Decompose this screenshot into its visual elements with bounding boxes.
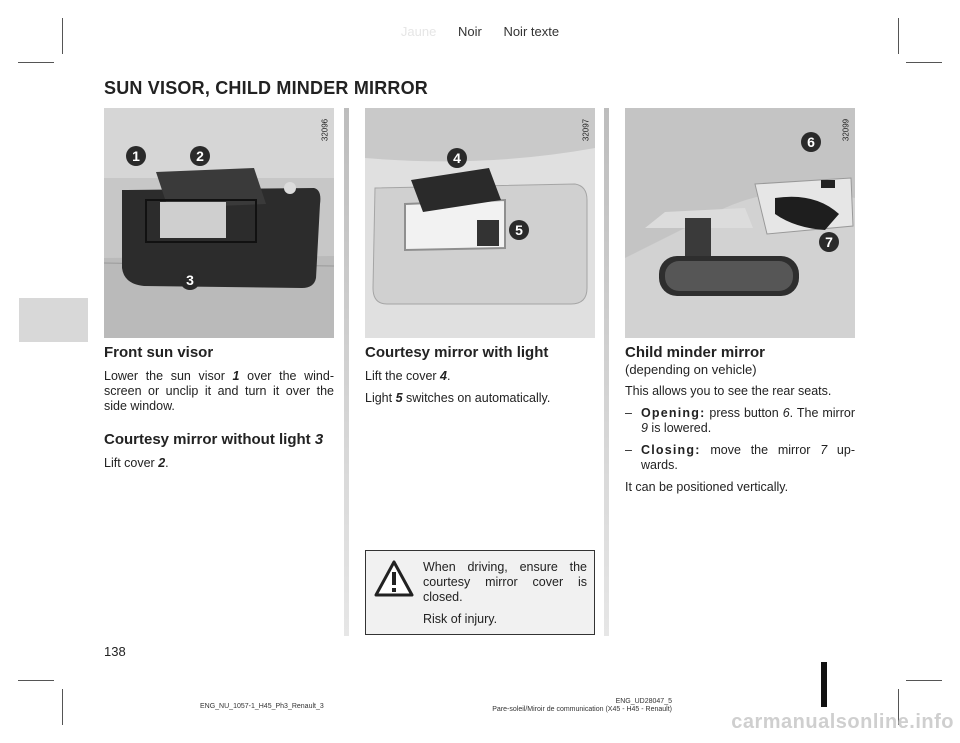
figure-sun-visor bbox=[104, 108, 334, 338]
warning-box bbox=[365, 550, 595, 635]
callout-1: 1 bbox=[126, 146, 146, 166]
footer-right-line2: Pare-soleil/Miroir de communication (X45 - H45 - Renault) bbox=[492, 706, 672, 713]
warning-triangle-icon bbox=[374, 559, 414, 599]
column-separator bbox=[344, 108, 349, 636]
heading-subtitle: (depending on vehicle) bbox=[625, 362, 757, 377]
column-mirror-with-light bbox=[365, 108, 595, 413]
warning-text-line1: When driving, ensure the courtesy mirror cover is closed. bbox=[423, 560, 587, 604]
figure-ref bbox=[839, 110, 853, 150]
crop-mark bbox=[62, 689, 63, 725]
list-item-opening: – Opening: press button 6. The mirror 9 is lowered. bbox=[625, 406, 855, 435]
heading-child-minder-mirror: Child minder mirror (depending on vehicle) bbox=[625, 344, 855, 377]
warning-text-line2: Risk of injury. bbox=[423, 612, 498, 626]
figure-ref-text: 32099 bbox=[841, 118, 851, 142]
print-mark-noir-texte: Noir texte bbox=[503, 24, 560, 39]
crop-mark bbox=[906, 62, 942, 63]
heading-mirror-with-light: Courtesy mirror with light bbox=[365, 344, 549, 361]
list-item-closing: – Closing: move the mirror 7 up-wards. bbox=[625, 443, 855, 472]
callout-5: 5 bbox=[509, 220, 529, 240]
mirror-with-light-para2: Light 5 switches on automatically. bbox=[365, 391, 551, 405]
figure-ref-text: 32096 bbox=[320, 118, 330, 142]
child-minder-mirror-text bbox=[625, 344, 855, 495]
crop-mark bbox=[18, 62, 54, 63]
mirror-with-light-para1: Lift the cover 4. bbox=[365, 369, 451, 383]
mirror-with-light-text bbox=[365, 344, 595, 406]
front-sun-visor-para: Lower the sun visor 1 over the wind-screen or unclip it and turn it over the side window. bbox=[104, 369, 334, 413]
page-title: SUN VISOR, CHILD MINDER MIRROR bbox=[104, 78, 429, 98]
mirror-without-light-para: Lift cover 2. bbox=[104, 456, 169, 470]
figure-child-minder-mirror bbox=[625, 108, 855, 338]
child-minder-para1: This allows you to see the rear seats. bbox=[625, 384, 832, 398]
black-bar-mark bbox=[821, 662, 827, 707]
figure-mirror-with-light bbox=[365, 108, 595, 338]
crop-mark bbox=[18, 680, 54, 681]
column-front-sun-visor bbox=[104, 108, 334, 478]
column-child-minder-mirror bbox=[625, 108, 855, 502]
figure-ref bbox=[579, 110, 593, 150]
footer-right-line1: ENG_UD28047_5 bbox=[615, 698, 672, 705]
callout-4: 4 bbox=[447, 148, 467, 168]
column-separator bbox=[604, 108, 609, 636]
watermark: carmanualsonline.info bbox=[731, 711, 954, 733]
figure-ref-text: 32097 bbox=[581, 118, 591, 142]
footer-left: ENG_NU_1057-1_H45_Ph3_Renault_3 bbox=[200, 703, 324, 710]
front-sun-visor-text bbox=[104, 344, 334, 471]
print-color-marks bbox=[0, 24, 960, 39]
callout-7: 7 bbox=[819, 232, 839, 252]
crop-mark bbox=[906, 680, 942, 681]
print-mark-noir: Noir bbox=[457, 24, 482, 39]
child-minder-para2: It can be positioned vertically. bbox=[625, 480, 789, 494]
footer-right bbox=[492, 698, 672, 714]
callout-3: 3 bbox=[180, 270, 200, 290]
callout-2: 2 bbox=[190, 146, 210, 166]
page-number: 138 bbox=[104, 644, 126, 659]
warning-text bbox=[423, 560, 587, 634]
section-tab bbox=[19, 298, 88, 342]
figure-ref bbox=[318, 110, 332, 150]
callout-6: 6 bbox=[801, 132, 821, 152]
heading-mirror-without-light: Courtesy mirror without light 3 bbox=[104, 431, 324, 448]
heading-front-sun-visor: Front sun visor bbox=[104, 344, 214, 361]
print-mark-jaune: Jaune bbox=[400, 24, 437, 39]
